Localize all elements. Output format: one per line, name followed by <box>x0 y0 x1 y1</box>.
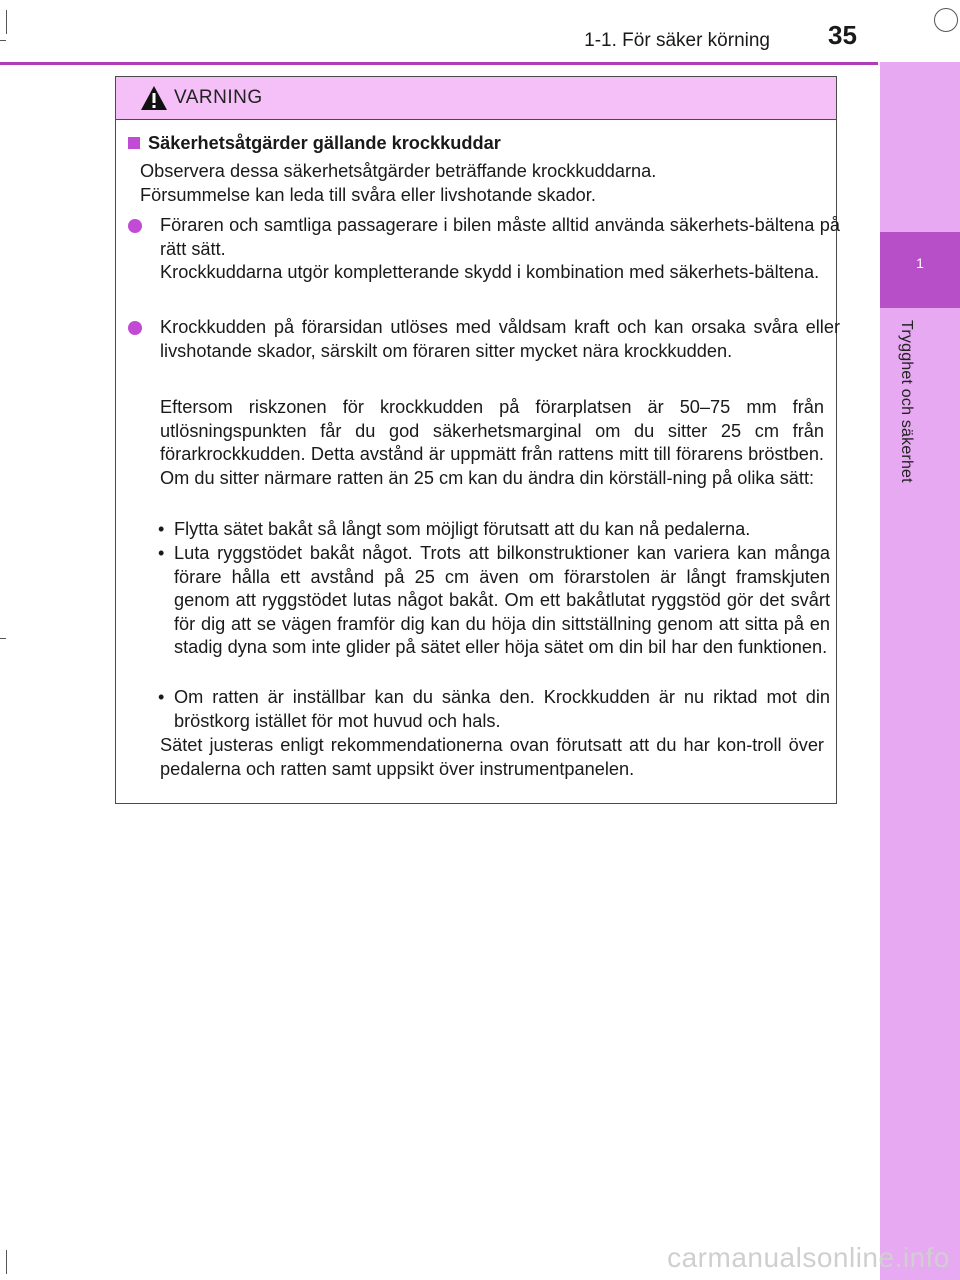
bullet-text: Krockkudden på förarsidan utlöses med våldsam kraft och kan orsaka svåra eller livshotande skador, särskilt om föraren sitter mycket nära krockkudden. <box>160 317 840 361</box>
watermark: carmanualsonline.info <box>667 1242 950 1273</box>
registration-mark <box>934 8 958 32</box>
chapter-number: 1 <box>916 255 924 271</box>
chapter-label: Trygghet och säkerhet <box>898 320 915 483</box>
dash-item-text: Om ratten är inställbar kan du sänka den. Krockkudden är nu riktad mot din bröstkorg istället för mot huvud och hals. <box>174 687 830 731</box>
warning-title: VARNING <box>174 87 263 108</box>
crop-mark <box>6 10 7 34</box>
warning-box: VARNING Säkerhetsåtgärder gällande krockkuddar Observera dessa säkerhetsåtgärder beträffande krockkuddarna. Försummelse kan leda till svåra eller livshotande skador. Föraren och samtliga passagerare i bilen måste alltid använda säkerhets-bältena på rätt sätt. Krockkuddarna utgör kompletterande skydd i kombination med säkerhets-bältena. Krockkudden på förarsidan utlöses med våldsam kraft och kan orsaka svåra eller livshotande skador, särskilt om föraren sitter mycket nära krockkudden. Eftersom riskzonen för krockkudden på förarplatsen är 50–75 mm från utlösningspunkten får du god säkerhetsmarginal om du sitter 25 cm från förarkrockkudden. Detta avstånd är uppmätt från rattens mitt till förarens bröstben. Om du sitter närmare ratten än 25 cm kan du ändra din körställ-ning på olika sätt: • Flytta sätet bakåt så långt som möjligt förutsatt att du kan nå pedalerna. • Luta ryggstödet bakåt något. Trots att bilkonstruktioner kan variera kan många förare hålla ett avstånd på 25 cm även om förarstolen är långt framskjuten genom att ryggstödet lutas något bakåt. Om ett bakåtlutat ryggstöd gör det svårt för dig att se vägen framför dig kan du höja din sittställning genom att sitta på en stadig dyna som inte glider på sätet eller höja sätet om din bil har den funktionen. • Om ratten är inställbar kan du sänka den. Krockkudden är nu riktad mot din bröstkorg istället för mot huvud och hals. Sätet justeras enligt rekommendationerna ovan förutsatt att du har kon-troll över pedalerna och ratten samt uppsikt över instrumentpanelen. <box>115 76 837 804</box>
round-bullet-icon <box>128 219 142 233</box>
dash-item-text: Flytta sätet bakåt så långt som möjligt förutsatt att du kan nå pedalerna. <box>174 519 751 539</box>
crop-mark <box>0 638 6 639</box>
page-number: 35 <box>828 20 857 50</box>
square-bullet-icon <box>128 137 140 149</box>
header-rule <box>0 62 878 65</box>
warning-header <box>116 77 836 120</box>
section-heading <box>128 132 501 156</box>
crop-mark <box>6 1250 7 1274</box>
warning-triangle-icon <box>140 85 168 111</box>
explanation-paragraph: Eftersom riskzonen för krockkudden på förarplatsen är 50–75 mm från utlösningspunkten får du god säkerhetsmarginal om du sitter 25 cm från förarkrockkudden. Detta avstånd är uppmätt från rattens mitt till förarens bröstben. Om du sitter närmare ratten än 25 cm kan du ändra din körställ-ning på olika sätt: <box>160 397 824 488</box>
closing-paragraph: Sätet justeras enligt rekommendationerna ovan förutsatt att du har kon-troll över pedalerna och ratten samt uppsikt över instrumentpanelen. <box>160 735 824 779</box>
bullet-text: Krockkuddarna utgör kompletterande skydd i kombination med säkerhets-bältena. <box>160 262 820 282</box>
bullet-text: Föraren och samtliga passagerare i bilen måste alltid använda säkerhets-bältena på rätt sätt. <box>160 215 840 259</box>
intro-paragraph: Observera dessa säkerhetsåtgärder beträffande krockkuddarna. Försummelse kan leda till svåra eller livshotande skador. <box>140 161 657 205</box>
section-heading-text: Säkerhetsåtgärder gällande krockkuddar <box>148 133 501 153</box>
round-bullet-icon <box>128 321 142 335</box>
crop-mark <box>0 40 6 41</box>
dash-item-text: Luta ryggstödet bakåt något. Trots att bilkonstruktioner kan variera kan många förare hålla ett avstånd på 25 cm även om förarstolen är långt framskjuten genom att ryggstödet lutas något bakåt. Om ett bakåtlutat ryggstöd gör det svårt för dig att se vägen framför dig kan du höja din sittställning genom att sitta på en stadig dyna som inte glider på sätet eller höja sätet om din bil har den funktionen. <box>174 543 830 657</box>
section-title: 1-1. För säker körning <box>584 30 770 51</box>
